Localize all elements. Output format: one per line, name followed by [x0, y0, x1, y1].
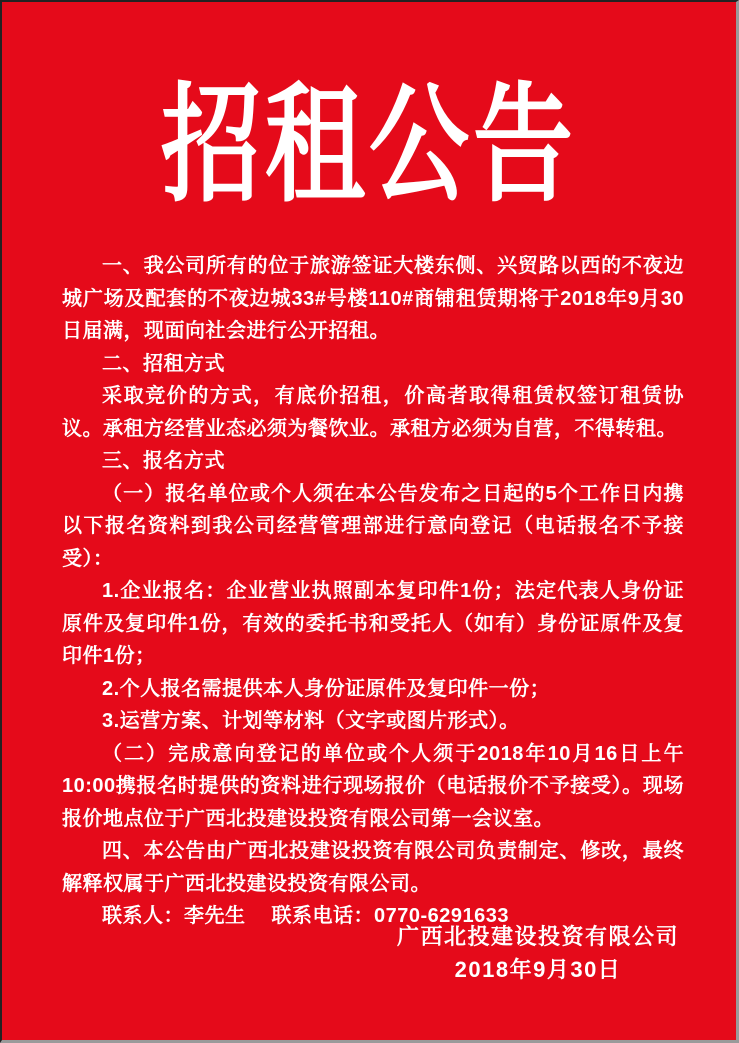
section-heading-3: 三、报名方式	[102, 450, 225, 472]
signature-block	[397, 920, 679, 986]
paragraph-item-3: 3.运营方案、计划等材料（文字或图片形式）。	[102, 710, 520, 732]
signature-company: 广西北投建设投资有限公司	[396, 924, 679, 949]
page-title: 招租公告	[161, 68, 577, 220]
paragraph-registration: （一）报名单位或个人须在本公告发布之日起的5个工作日内携以下报名资料到我公司经营管理部进行意向登记（电话报名不予接受）：	[62, 482, 684, 570]
contact-person-name: 李先生	[184, 905, 246, 927]
contact-phone-label: 联系电话：	[271, 905, 374, 927]
paragraph-item-2: 2.个人报名需提供本人身份证原件及复印件一份；	[102, 677, 551, 700]
paragraph-intro: 一、我公司所有的位于旅游签证大楼东侧、兴贸路以西的不夜边城广场及配套的不夜边城33#号楼110#商铺租赁期将于2018年9月30日届满，现面向社会进行公开招租。	[62, 255, 684, 342]
paragraph-rights: 四、本公告由广西北投建设投资有限公司负责制定、修改，最终解释权属于广西北投建设投资有限公司。	[62, 840, 684, 895]
paragraph-bidding: （二）完成意向登记的单位或个人须于2018年10月16日上午10:00携报名时提供的资料进行现场报价（电话报价不予接受）。现场报价地点位于广西北投建设投资有限公司第一会议室。	[62, 742, 684, 830]
contact-person-label: 联系人：	[102, 905, 184, 927]
section-heading-2: 二、招租方式	[102, 352, 225, 375]
contact-phone-number: 0770-6291633	[374, 905, 510, 927]
paragraph-item-1: 1.企业报名：企业营业执照副本复印件1份；法定代表人身份证原件及复印件1份，有效的委托书和受托人（如有）身份证原件及复印件1份；	[62, 580, 684, 667]
paragraph-method: 采取竞价的方式，有底价招租，价高者取得租赁权签订租赁协议。承租方经营业态必须为餐饮业。承租方必须为自营，不得转租。	[62, 385, 684, 440]
announcement-body	[62, 250, 684, 933]
signature-date: 2018年9月30日	[454, 957, 622, 982]
